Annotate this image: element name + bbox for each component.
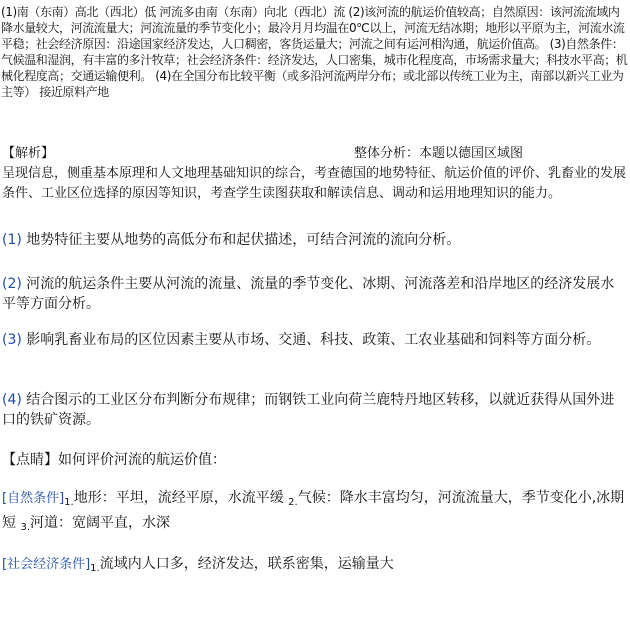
social-conditions xyxy=(2,554,628,579)
analysis-intro-rest: 呈现信息，侧重基本原理和人文地理基础知识的综合，考查德国的地势特征、航运价值的评价、乳畜业的发展条件、工业区位选择的原因等知识，考查学生读图获取和解读信息、调动和运用地理知识的能力。 xyxy=(2,166,627,201)
natural-conditions-tag: [自然条件] xyxy=(2,491,65,506)
point-text: 影响乳畜业布局的区位因素主要从市场、交通、科技、政策、工农业基础和饲料等方面分析。 xyxy=(26,332,601,348)
tip-title: 如何评价河流的航运价值： xyxy=(58,452,226,468)
natural-item-2: 气候：降水丰富均匀，河流流量大，季节变化小,冰期短 xyxy=(2,490,625,531)
point-number: (4) xyxy=(2,392,22,408)
natural-item-1: 地形：平坦，流经平原，水流平缓 xyxy=(73,490,284,506)
tip-label: 【点睛】 xyxy=(2,452,58,468)
item-number: 3. xyxy=(20,522,30,533)
social-conditions-tag: [社会经济条件] xyxy=(2,557,91,572)
item-number: 1. xyxy=(64,497,74,508)
tip-heading xyxy=(2,450,226,470)
point-text: 河流的航运条件主要从河流的流量、流量的季节变化、冰期、河流落差和沿岸地区的经济发展水平等方面分析。 xyxy=(2,276,615,312)
social-item-1: 流域内人口多，经济发达，联系密集，运输量大 xyxy=(99,556,394,572)
item-number: 2. xyxy=(288,497,298,508)
analysis-intro xyxy=(2,144,628,204)
natural-item-3: 河道：宽阔平直，水深 xyxy=(30,515,170,531)
natural-conditions xyxy=(2,488,628,538)
analysis-label: 【解析】 xyxy=(2,146,55,161)
analysis-point-4 xyxy=(2,390,628,430)
answer-text: (1)南（东南）高北（西北）低 河流多由南（东南）向北（西北）流 (2)该河流的航运价值较高；自然原因：该河流流域内降水量较大，河流流量大；河流流量的季节变化小；最冷月月均温在0℃以上，河流无结冰期；地形以平原为主，河流水流平稳；社会经济原因：沿途国家经济发达，人口稠密，客货运量大；河流之间有运河相沟通，航运价值高。 (3)自然条件：气候温和湿润，有丰富的多汁牧草；社会经济条件：经济发达，人口密集，城市化程度高，市场需求量大；科技水平高；机械化程度高；交通运输便利。 (4)在全国分布比较平衡（或多沿河流两岸分布；或北部以传统工业为主，南部以新兴工业为主等） 接近原料产地 xyxy=(1,5,628,99)
point-number: (2) xyxy=(2,276,22,292)
analysis-point-3 xyxy=(2,330,628,350)
analysis-intro-lead: 整体分析：本题以德国区域图 xyxy=(354,146,524,161)
analysis-point-1 xyxy=(2,230,628,250)
analysis-point-2 xyxy=(2,274,628,314)
point-text: 结合图示的工业区分布判断分布规律；而钢铁工业向荷兰鹿特丹地区转移，以就近获得从国外进口的铁矿资源。 xyxy=(2,392,615,428)
point-number: (1) xyxy=(2,232,22,248)
point-number: (3) xyxy=(2,332,22,348)
item-number: 1. xyxy=(90,563,100,574)
point-text: 地势特征主要从地势的高低分布和起伏描述，可结合河流的流向分析。 xyxy=(26,232,461,248)
